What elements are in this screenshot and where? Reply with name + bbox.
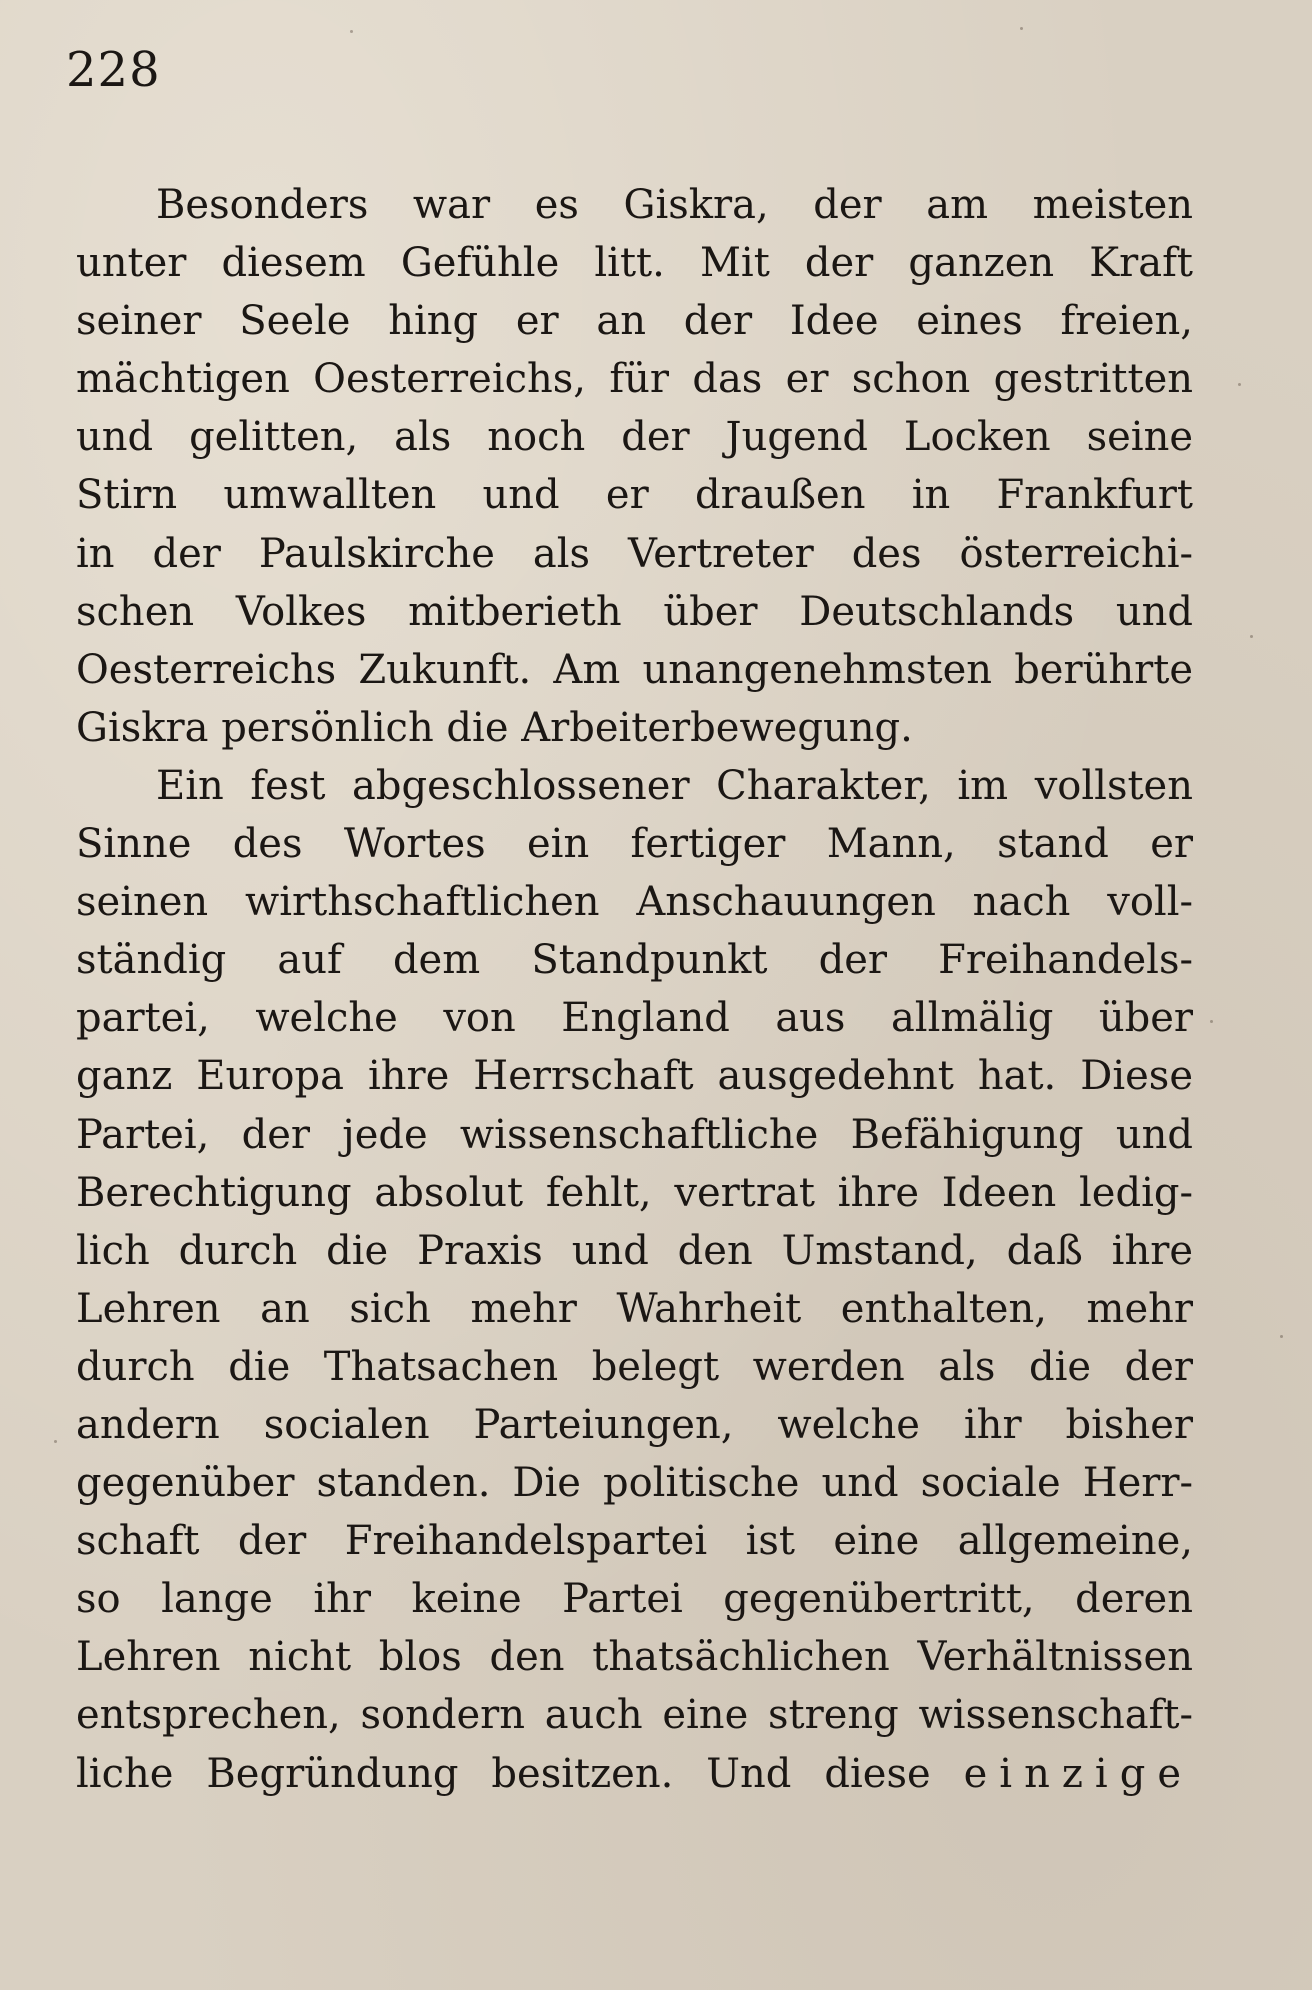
text-line: Lehren an sich mehr Wahrheit enthalten, mehr [76,1285,1193,1332]
text-line-with-spaced-word [76,1745,1193,1803]
paper-speck [54,1440,57,1443]
body-text [76,176,1193,1803]
text-line-segment: liche Begründung besitzen. Und diese [76,1750,931,1797]
text-line: Partei, der jede wissenschaftliche Befähigung und [76,1111,1193,1158]
text-line: lich durch die Praxis und den Umstand, daß ihre [76,1227,1193,1274]
page-number: 228 [66,42,161,98]
text-line: Berechtigung absolut fehlt, vertrat ihre Ideen ledig- [76,1169,1193,1216]
text-line: ganz Europa ihre Herrschaft ausgedehnt hat. Diese [76,1053,1193,1100]
paper-speck [1210,1020,1213,1023]
text-line: Besonders war es Giskra, der am meisten [156,182,1193,228]
text-line: Stirn umwallten und er draußen in Frankfurt [76,472,1193,519]
text-line: mächtigen Oesterreichs, für das er schon gestritten [76,356,1193,403]
text-line: gegenüber standen. Die politische und sociale Herr- [76,1460,1193,1507]
text-line: durch die Thatsachen belegt werden als die der [76,1343,1193,1390]
text-line: entsprechen, sondern auch eine streng wissenschaft- [76,1692,1193,1739]
paper-speck [1020,27,1023,30]
text-line: und gelitten, als noch der Jugend Locken seine [76,414,1193,461]
text-line: Lehren nicht blos den thatsächlichen Verhältnissen [76,1634,1193,1681]
text-line: so lange ihr keine Partei gegenübertritt, deren [76,1576,1193,1623]
text-line: Sinne des Wortes ein fertiger Mann, stand er [76,821,1193,868]
text-line: schaft der Freihandelspartei ist eine allgemeine, [76,1518,1193,1565]
text-line: ständig auf dem Standpunkt der Freihandels- [76,937,1193,984]
text-line: schen Volkes mitberieth über Deutschlands und [76,588,1193,635]
text-line: partei, welche von England aus allmälig über [76,995,1193,1042]
text-line: Oesterreichs Zukunft. Am unangenehmsten berührte [76,646,1193,693]
text-line: seiner Seele hing er an der Idee eines freien, [76,298,1193,345]
text-line: unter diesem Gefühle litt. Mit der ganzen Kraft [76,240,1193,287]
text-line: seinen wirthschaftlichen Anschauungen nach voll- [76,879,1193,926]
text-line: in der Paulskirche als Vertreter des österreichi- [76,530,1193,577]
text-line: andern socialen Parteiungen, welche ihr bisher [76,1401,1193,1448]
paper-speck [350,30,353,33]
spaced-emphasis-word: einzige [963,1750,1193,1797]
paper-speck [1250,635,1253,638]
text-line: Ein fest abgeschlossener Charakter, im vollsten [156,762,1193,809]
paper-speck [1238,383,1241,386]
paper-speck [1280,1335,1283,1338]
text-line: Giskra persönlich die Arbeiterbewegung. [76,704,913,751]
